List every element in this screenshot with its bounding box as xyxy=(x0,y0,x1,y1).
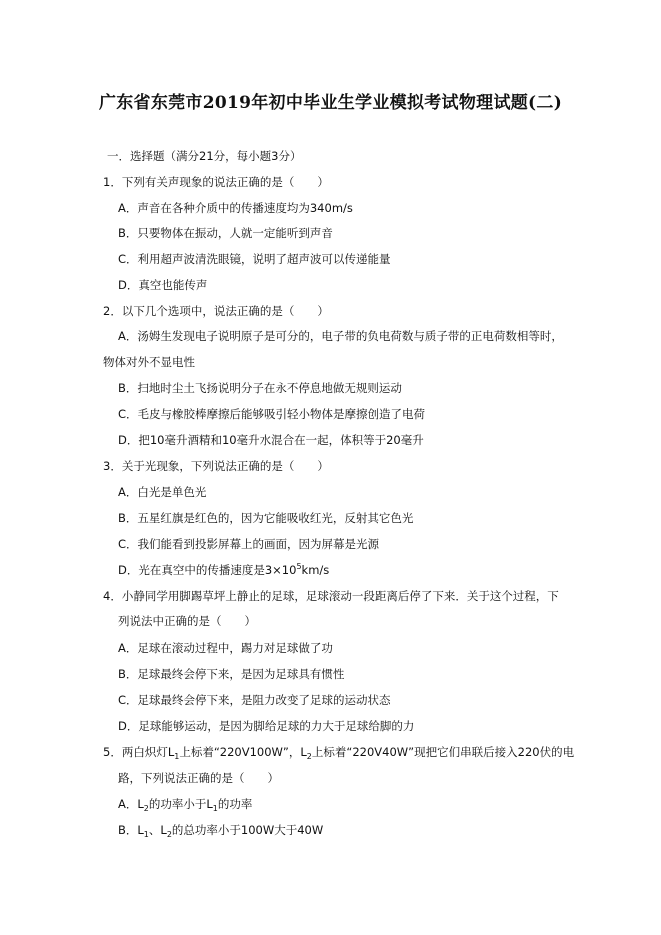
q1-option-c: C．利用超声波清洗眼镜，说明了超声波可以传递能量 xyxy=(118,252,391,266)
q2-option-a: A．汤姆生发现电子说明原子是可分的，电子带的负电荷数与质子带的正电荷数相等时， xyxy=(118,329,563,343)
q5-stem: 5．两白炽灯$L_1$上标着“220V100W”，$L_2$上标着“220V40W”现把它们串联后接入220伏的电 xyxy=(103,745,575,761)
q4-stem: 4．小静同学用脚踢草坪上静止的足球，足球滚动一段距离后停了下来．关于这个过程，下 xyxy=(103,589,559,603)
q3-option-a: A．白光是单色光 xyxy=(118,485,207,499)
q4-stem-cont: 列说法中正确的是（ ） xyxy=(118,614,256,628)
page-title: 广东省东莞市2019年初中毕业生学业模拟考试物理试题(二) xyxy=(98,93,563,113)
q2-option-b: B．扫地时尘土飞扬说明分子在永不停息地做无规则运动 xyxy=(118,381,402,395)
q5-stem-cont: 路，下列说法正确的是（ ） xyxy=(118,771,279,785)
q1-stem: 1．下列有关声现象的说法正确的是（ ） xyxy=(103,175,329,189)
q3-option-c: C．我们能看到投影屏幕上的画面，因为屏幕是光源 xyxy=(118,537,380,551)
q2-option-a-cont: 物体对外不显电性 xyxy=(103,355,195,369)
q4-option-d: D．足球能够运动，是因为脚给足球的力大于足球给脚的力 xyxy=(118,719,415,733)
section-heading: 一．选择题（满分21分，每小题3分） xyxy=(107,149,302,163)
q2-stem: 2．以下几个选项中，说法正确的是（ ） xyxy=(103,304,329,318)
q2-option-d: D．把10毫升酒精和10毫升水混合在一起，体积等于20毫升 xyxy=(118,433,424,447)
q3-option-d: D．光在真空中的传播速度是$3\times 10^5km/s$ xyxy=(118,562,330,577)
q1-option-b: B．只要物体在振动，人就一定能听到声音 xyxy=(118,226,333,240)
q5-option-b: B．$L_1$、$L_2$的总功率小于100W大于40W xyxy=(118,823,324,839)
q3-option-b: B．五星红旗是红色的，因为它能吸收红光，反射其它色光 xyxy=(118,511,414,525)
q1-option-d: D．真空也能传声 xyxy=(118,278,208,292)
q3-stem: 3．关于光现象，下列说法正确的是（ ） xyxy=(103,459,329,473)
q1-option-a: A．声音在各种介质中的传播速度均为340m/s xyxy=(118,201,353,215)
q4-option-c: C．足球最终会停下来，是阻力改变了足球的运动状态 xyxy=(118,693,391,707)
q2-option-c: C．毛皮与橡胶棒摩擦后能够吸引轻小物体是摩擦创造了电荷 xyxy=(118,407,426,421)
q5-option-a: A．$L_2$的功率小于$L_1$的功率 xyxy=(118,797,253,813)
q4-option-a: A．足球在滚动过程中，踢力对足球做了功 xyxy=(118,641,333,655)
q4-option-b: B．足球最终会停下来，是因为足球具有惯性 xyxy=(118,667,345,681)
